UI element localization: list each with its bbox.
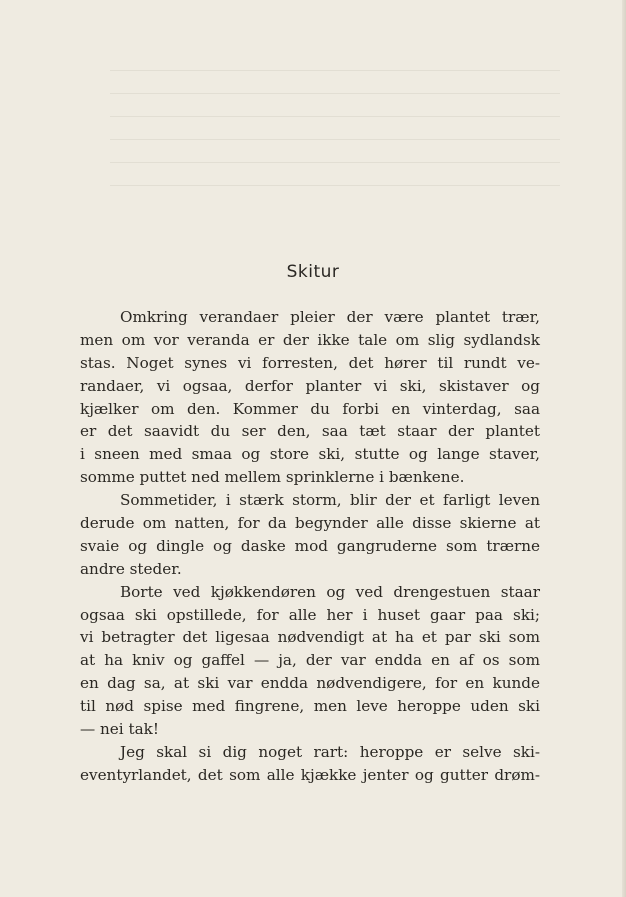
text-line: Omkring verandaer pleier der være plantet trær, [120, 308, 540, 326]
text-line: eventyrlandet, det som alle kjække jenter og gutter drøm- [80, 765, 540, 784]
text-line: somme puttet ned mellem sprinklerne i bænkene. [80, 468, 465, 487]
text-line: svaie og dingle og daske mod gangruderne som trærne [80, 536, 540, 555]
text-line: en dag sa, at ski var endda nødvendigere, for en kunde [80, 674, 540, 693]
text-line: ogsaa ski opstillede, for alle her i huset gaar paa ski; [80, 605, 540, 624]
text-line: — nei tak! [80, 720, 159, 739]
chapter-title: Skitur [286, 262, 340, 282]
text-line: Borte ved kjøkkendøren og ved drengestuen staar [120, 582, 540, 601]
page-edge [622, 0, 626, 897]
text-line: i sneen med smaa og store ski, stutte og lange staver, [80, 445, 540, 464]
text-line: Jeg skal si dig noget rart: heroppe er selve ski- [120, 742, 540, 761]
text-line: Sommetider, i stærk storm, blir der et farligt leven [120, 491, 540, 510]
bleed-through-shadow [110, 70, 560, 240]
text-line: men om vor veranda er der ikke tale om slig sydlandsk [80, 330, 540, 349]
text-line: randaer, vi ogsaa, derfor planter vi ski, skistaver og [80, 376, 540, 395]
body-text [80, 306, 540, 787]
text-line: kjælker om den. Kommer du forbi en vinterdag, saa [80, 399, 540, 418]
text-line: til nød spise med fingrene, men leve heroppe uden ski [80, 697, 540, 716]
text-line: er det saavidt du ser den, saa tæt staar der plantet [80, 422, 540, 441]
text-line: vi betragter det ligesaa nødvendigt at ha et par ski som [80, 628, 540, 647]
text-line: andre steder. [80, 559, 182, 578]
text-line: at ha kniv og gaffel — ja, der var endda en af os som [80, 651, 540, 670]
text-line: stas. Noget synes vi forresten, det hører til rundt ve- [80, 353, 540, 372]
text-line: derude om natten, for da begynder alle disse skierne at [80, 514, 540, 533]
